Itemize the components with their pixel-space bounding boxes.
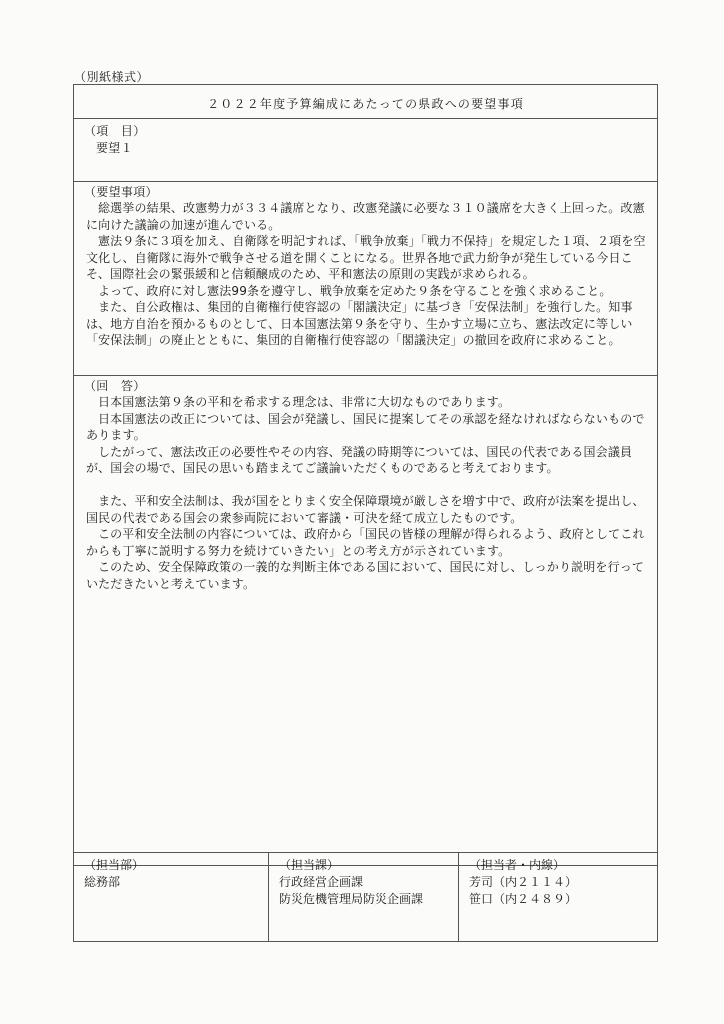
divider	[74, 375, 657, 376]
answer-paragraph: また、平和安全法制は、我が国をとりまく安全保障環境が厳しさを増す中で、政府が法案を提出し、国民の代表である国会の衆参両院において審議・可決を経て成立したものです。	[86, 494, 645, 525]
section-line: 防災危機管理局防災企画課	[279, 892, 424, 906]
request-paragraph: 総選挙の結果、改憲勢力が３３４議席となり、改憲発議に必要な３１０議席を大きく上回った。改憲に向けた議論の加速が進んでいる。	[86, 201, 645, 232]
department-value: 総務部	[84, 875, 121, 889]
section-cell	[268, 853, 458, 941]
request-paragraph: また、自公政権は、集団的自衛権行使容認の「閣議決定」に基づき「安保法制」を強行した。知事は、地方自治を預かるものとして、日本国憲法第９条を守り、生かす立場に立ち、憲法改定に等しい「安保法制」の廃止とともに、集団的自衛権行使容認の「閣議決定」の撤回を政府に求めること。	[86, 300, 633, 347]
department-cell	[74, 853, 268, 941]
document-title: ２０２２年度予算編成にあたっての県政への要望事項	[207, 97, 524, 111]
request-form	[73, 84, 658, 866]
contact-heading: （担当者・内線）	[469, 858, 566, 872]
answer-body	[86, 394, 647, 592]
section-line: 行政経営企画課	[279, 875, 364, 889]
item-heading: （項 目）	[84, 124, 146, 138]
divider	[74, 118, 657, 119]
paragraph-gap	[86, 477, 647, 494]
answer-paragraph: したがって、憲法改正の必要性やその内容、発議の時期等については、国民の代表である国会議員が、国会の場で、国民の思いも踏まえてご議論いただくものであると考えております。	[86, 444, 633, 475]
contact-line: 芳司（内２１１４）	[469, 875, 578, 889]
request-body	[86, 200, 647, 349]
answer-paragraph: 日本国憲法の改正については、国会が発議し、国民に提案してその承認を経なければならないものであります。	[86, 411, 645, 442]
item-value: 要望１	[96, 141, 133, 155]
answer-paragraph: この平和安全法制の内容については、政府から「国民の皆様の理解が得られるよう、政府としてこれからも丁寧に説明する努力を続けていきたい」との考え方が示されています。	[86, 527, 645, 558]
request-paragraph: よって、政府に対し憲法99条を遵守し、戦争放棄を定めた９条を守ることを強く求めること。	[98, 283, 612, 298]
request-paragraph: 憲法９条に３項を加え、自衛隊を明記すれば、「戦争放棄」「戦力不保持」を規定した１項、２項を空文化し、自衛隊に海外で戦争させる道を開くことになる。世界各地で武力紛争が発生している今日こそ、国際社会の緊張緩和と信頼醸成のため、平和憲法の原則の実践が求められる。	[86, 234, 646, 281]
request-heading: （要望事項）	[84, 185, 158, 199]
contact-line: 笹口（内２４８９）	[469, 892, 578, 906]
department-heading: （担当部）	[84, 858, 145, 872]
section-heading: （担当課）	[279, 858, 340, 872]
form-label: （別紙様式）	[74, 70, 150, 84]
contact-table	[73, 852, 658, 942]
answer-heading: （回 答）	[84, 379, 146, 393]
answer-paragraph: このため、安全保障政策の一義的な判断主体である国において、国民に対し、しっかり説明を行っていただきたいと考えています。	[86, 560, 645, 591]
answer-paragraph: 日本国憲法第９条の平和を希求する理念は、非常に大切なものであります。	[98, 395, 511, 409]
divider	[74, 181, 657, 182]
contact-cell	[458, 853, 657, 941]
